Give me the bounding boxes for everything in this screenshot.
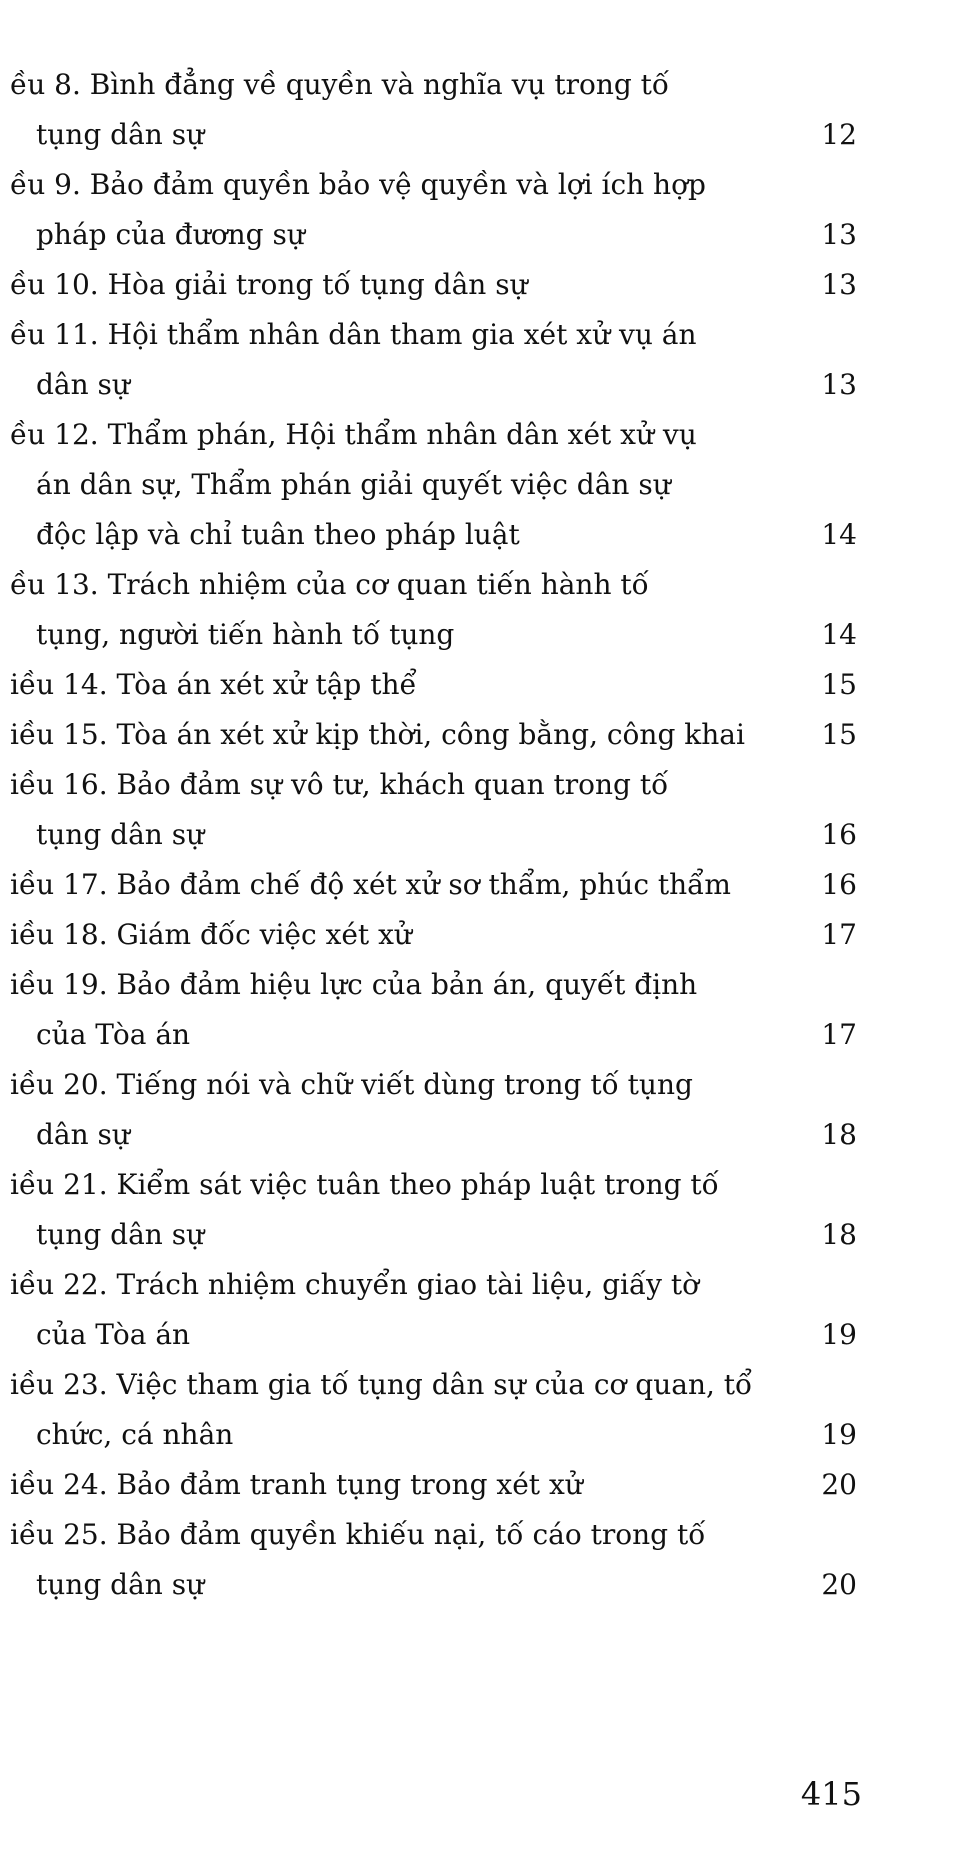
toc-entry: [0, 710, 979, 760]
toc-entry: [0, 560, 979, 660]
toc-entry-title-continuation: chức, cá nhân: [36, 1418, 234, 1451]
toc-entry-page: 18: [821, 1118, 857, 1151]
toc-entry-page: 13: [821, 368, 857, 401]
toc-entry-page: 15: [821, 668, 857, 701]
toc-entry-page: 19: [821, 1418, 857, 1451]
toc-entry: [0, 1260, 979, 1360]
toc-entry-title: iều 15. Tòa án xét xử kịp thời, công bằng, công khai: [10, 718, 745, 751]
toc-entry-title-continuation: tụng dân sự: [36, 1568, 205, 1601]
toc-entry-title: ều 8. Bình đẳng về quyền và nghĩa vụ trong tố: [10, 68, 670, 101]
toc-entry-page: 17: [821, 918, 857, 951]
toc-entry-title: iều 25. Bảo đảm quyền khiếu nại, tố cáo trong tố: [10, 1518, 706, 1551]
toc-entry-title: iều 21. Kiểm sát việc tuân theo pháp luật trong tố: [10, 1168, 719, 1201]
toc-entry-title: iều 19. Bảo đảm hiệu lực của bản án, quyết định: [10, 968, 698, 1001]
toc-entry-page: 12: [821, 118, 857, 151]
toc-entry-title: ều 9. Bảo đảm quyền bảo vệ quyền và lợi ích hợp: [10, 168, 706, 201]
toc-entry-title-continuation: án dân sự, Thẩm phán giải quyết việc dân sự: [36, 468, 671, 501]
toc-entry-title: iều 17. Bảo đảm chế độ xét xử sơ thẩm, phúc thẩm: [10, 868, 731, 901]
toc-entry-page: 15: [821, 718, 857, 751]
toc-entry-page: 16: [821, 868, 857, 901]
page-number: 415: [800, 1775, 862, 1813]
toc-entry-page: 20: [821, 1468, 857, 1501]
toc-entry-title: iều 18. Giám đốc việc xét xử: [10, 918, 412, 951]
toc-entry-title: ều 13. Trách nhiệm của cơ quan tiến hành tố: [10, 568, 649, 601]
toc-entry-title-continuation: tụng dân sự: [36, 818, 205, 851]
toc-entry-title-continuation: tụng dân sự: [36, 118, 205, 151]
toc-entry-page: 20: [821, 1568, 857, 1601]
toc-entry-title: iều 16. Bảo đảm sự vô tư, khách quan trong tố: [10, 768, 669, 801]
toc-entry: [0, 1360, 979, 1460]
toc-entry: [0, 1460, 979, 1510]
toc-entry-title: iều 24. Bảo đảm tranh tụng trong xét xử: [10, 1468, 583, 1501]
toc-entry: [0, 410, 979, 560]
toc-entry: [0, 60, 979, 160]
toc-entry: [0, 1510, 979, 1610]
toc-entry: [0, 260, 979, 310]
toc-entry: [0, 760, 979, 860]
toc-entry-title: ều 11. Hội thẩm nhân dân tham gia xét xử vụ án: [10, 318, 697, 351]
table-of-contents: [0, 60, 979, 1610]
toc-entry-title: iều 20. Tiếng nói và chữ viết dùng trong tố tụng: [10, 1068, 693, 1101]
toc-entry-title: iều 22. Trách nhiệm chuyển giao tài liệu, giấy tờ: [10, 1268, 699, 1301]
toc-entry: [0, 160, 979, 260]
toc-entry-title: iều 14. Tòa án xét xử tập thể: [10, 668, 417, 701]
toc-entry-title-continuation: của Tòa án: [36, 1318, 191, 1351]
toc-entry-title: ều 12. Thẩm phán, Hội thẩm nhân dân xét xử vụ: [10, 418, 697, 451]
toc-entry-page: 13: [821, 218, 857, 251]
toc-entry-title-continuation: tụng dân sự: [36, 1218, 205, 1251]
toc-entry: [0, 1160, 979, 1260]
toc-entry: [0, 1060, 979, 1160]
toc-entry-page: 16: [821, 818, 857, 851]
toc-entry-title-continuation: độc lập và chỉ tuân theo pháp luật: [36, 518, 520, 551]
toc-entry: [0, 860, 979, 910]
toc-entry-title: ều 10. Hòa giải trong tố tụng dân sự: [10, 268, 528, 301]
toc-entry-page: 13: [821, 268, 857, 301]
toc-entry-title-continuation: dân sự: [36, 1118, 130, 1151]
toc-entry-page: 18: [821, 1218, 857, 1251]
toc-entry-page: 14: [821, 518, 857, 551]
toc-entry-title-continuation: dân sự: [36, 368, 130, 401]
toc-entry-title: iều 23. Việc tham gia tố tụng dân sự của cơ quan, tổ: [10, 1368, 753, 1401]
toc-entry-page: 17: [821, 1018, 857, 1051]
toc-entry: [0, 660, 979, 710]
toc-entry-title-continuation: tụng, người tiến hành tố tụng: [36, 618, 455, 651]
toc-entry: [0, 960, 979, 1060]
toc-entry-page: 19: [821, 1318, 857, 1351]
toc-entry-page: 14: [821, 618, 857, 651]
toc-entry-title-continuation: của Tòa án: [36, 1018, 191, 1051]
toc-entry-title-continuation: pháp của đương sự: [36, 218, 305, 251]
toc-entry: [0, 910, 979, 960]
toc-entry: [0, 310, 979, 410]
